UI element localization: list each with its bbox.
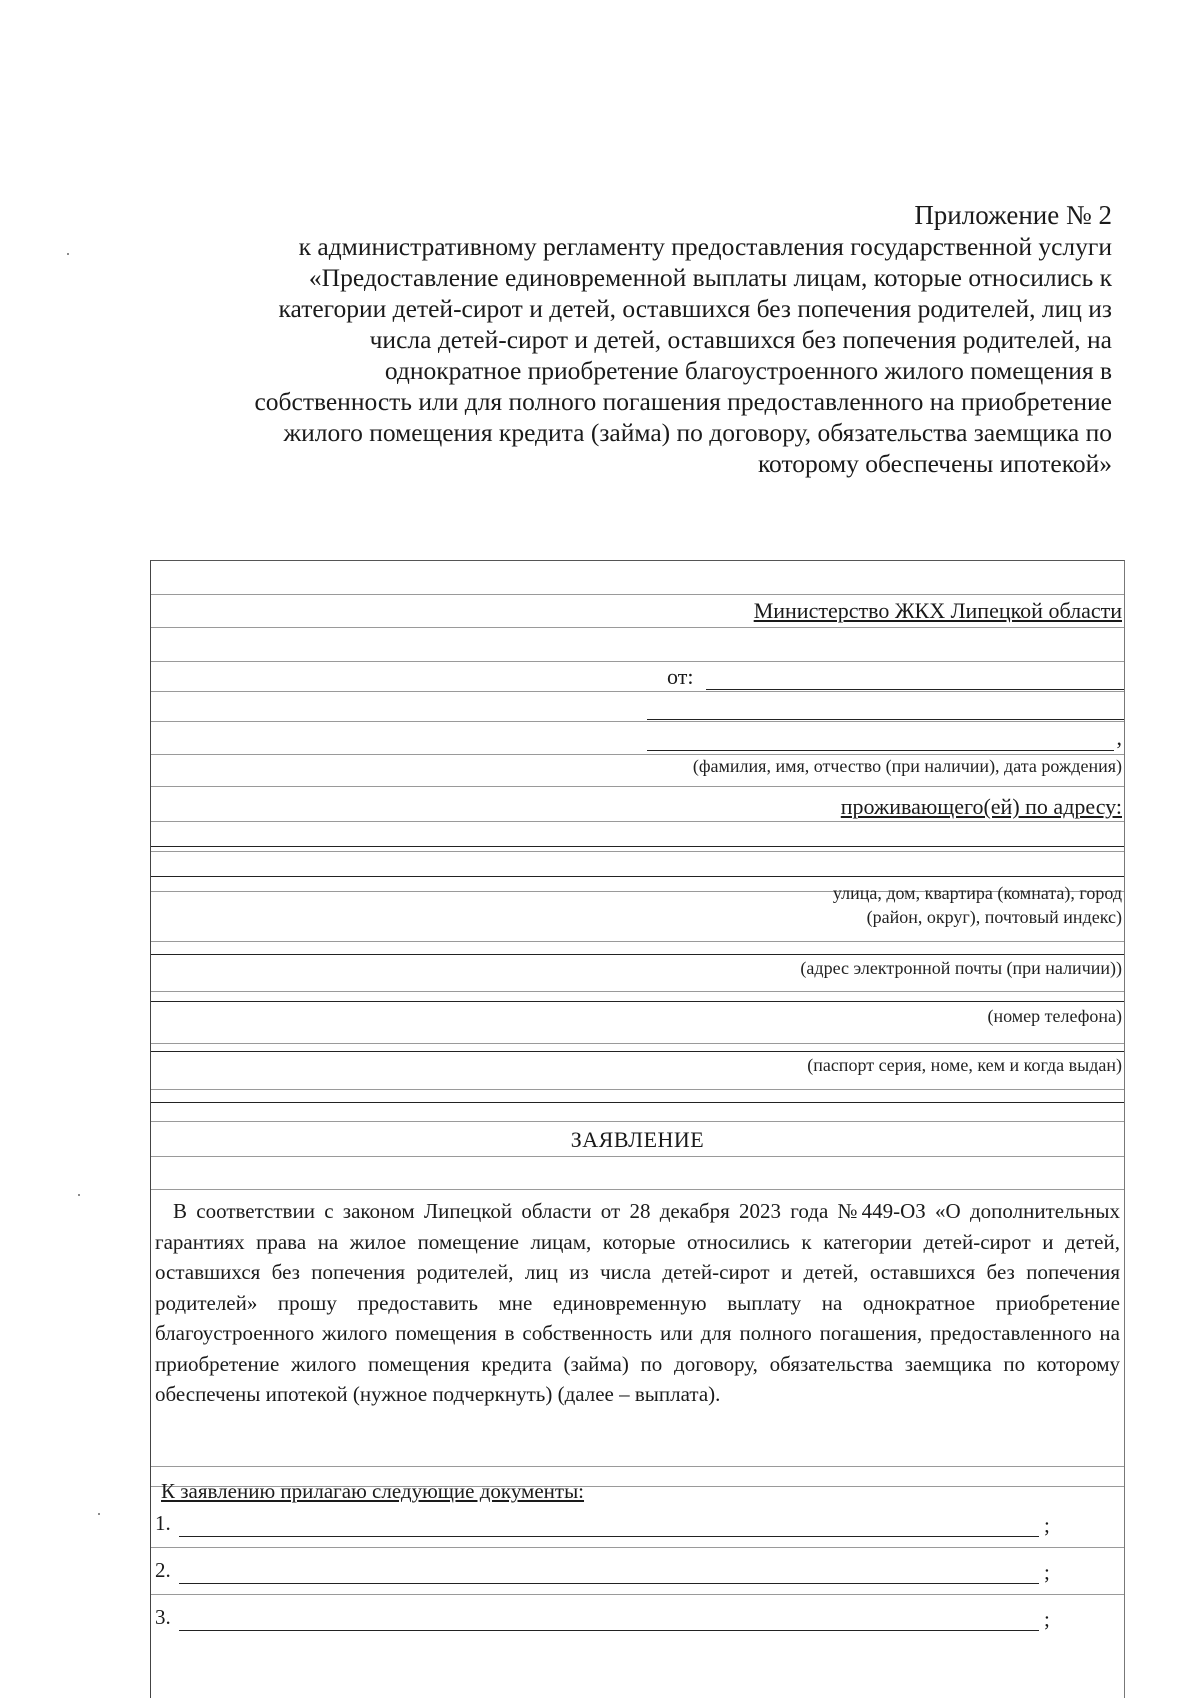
attachment-field-2[interactable] xyxy=(179,1583,1039,1584)
attachment-field-3[interactable] xyxy=(179,1630,1039,1631)
grid-line xyxy=(151,594,1124,595)
from-label: от: xyxy=(667,664,694,689)
grid-line xyxy=(151,991,1124,992)
attachment-number: 2. xyxy=(155,1558,171,1582)
grid-line xyxy=(151,786,1124,787)
header-line: жилого помещения кредита (займа) по договору, обязательства заемщика по xyxy=(283,418,1112,447)
scan-speck xyxy=(98,1513,100,1515)
grid-line xyxy=(151,1156,1124,1157)
statement-title: ЗАЯВЛЕНИЕ xyxy=(570,1127,705,1152)
grid-line xyxy=(151,941,1124,942)
grid-line xyxy=(151,821,1124,822)
comma: , xyxy=(1116,725,1122,750)
grid-line xyxy=(151,661,1124,662)
grid-line xyxy=(151,1594,1124,1595)
caption-address-2: (район, округ), почтовый индекс) xyxy=(866,907,1122,927)
attachment-end: ; xyxy=(1044,1560,1050,1584)
ministry-name: Министерство ЖКХ Липецкой области xyxy=(753,598,1122,623)
caption-name: (фамилия, имя, отчество (при наличии), дата рождения) xyxy=(692,756,1122,776)
grid-line xyxy=(151,1043,1124,1044)
caption-passport: (паспорт серия, номе, кем и когда выдан) xyxy=(807,1055,1122,1075)
grid-line xyxy=(151,754,1124,755)
grid-line xyxy=(151,721,1124,722)
header-line: к административному регламенту предоставления государственной услуги xyxy=(298,232,1112,261)
grid-line xyxy=(151,1547,1124,1548)
grid-line xyxy=(151,1121,1124,1122)
attachment-end: ; xyxy=(1044,1607,1050,1631)
email-field-line[interactable] xyxy=(151,954,1124,955)
passport-field-line-2[interactable] xyxy=(151,1102,1124,1103)
from-field-line-2[interactable] xyxy=(647,719,1124,720)
caption-email: (адрес электронной почты (при наличии)) xyxy=(800,958,1122,978)
caption-address-1: улица, дом, квартира (комната), город xyxy=(832,883,1122,903)
attachments-label: К заявлению прилагаю следующие документы: xyxy=(161,1479,585,1503)
attachment-field-1[interactable] xyxy=(179,1536,1039,1537)
scan-speck xyxy=(67,253,69,255)
header-line: «Предоставление единовременной выплаты лицам, которые относились к xyxy=(308,263,1112,292)
grid-line xyxy=(151,627,1124,628)
attachment-number: 1. xyxy=(155,1511,171,1535)
grid-line xyxy=(151,1189,1124,1190)
caption-phone: (номер телефона) xyxy=(987,1006,1122,1026)
header-line: которому обеспечены ипотекой» xyxy=(757,449,1112,478)
grid-line xyxy=(151,691,1124,692)
grid-line xyxy=(151,851,1124,852)
address-field-line[interactable] xyxy=(151,846,1124,847)
attachment-end: ; xyxy=(1044,1513,1050,1537)
phone-field-line[interactable] xyxy=(151,1001,1124,1002)
grid-line xyxy=(151,1089,1124,1090)
header-line: однократное приобретение благоустроенного жилого помещения в xyxy=(384,356,1112,385)
from-field-line[interactable] xyxy=(706,689,1124,690)
grid-line xyxy=(151,1466,1124,1467)
statement-body: В соответствии с законом Липецкой области от 28 декабря 2023 года №449-ОЗ «О дополнительных гарантиях права на жилое помещение лицам, которые относились к категории детей-сирот и детей, оставшихся без попечения родителей, лиц из числа детей-сирот и детей, оставшихся без попечения родителей» прошу предоставить мне единовременную выплату на однократное приобретение благоустроенного жилого помещения в собственность или для полного погашения, предоставленного на приобретение жилого помещения кредита (займа) по договору, обязательства заемщика по которому обеспечены ипотекой (нужное подчеркнуть) (далее – выплата). xyxy=(155,1199,1120,1406)
application-form xyxy=(150,560,1125,1698)
attachment-number: 3. xyxy=(155,1605,171,1629)
address-label: проживающего(ей) по адресу: xyxy=(840,794,1122,819)
passport-field-line[interactable] xyxy=(151,1051,1124,1052)
header-line: собственность или для полного погашения предоставленного на приобретение xyxy=(254,387,1112,416)
scan-speck xyxy=(78,1194,80,1196)
from-field-line-3[interactable] xyxy=(647,750,1114,751)
appendix-title: Приложение № 2 xyxy=(914,200,1112,230)
address-field-line-2[interactable] xyxy=(151,876,1124,877)
header-line: числа детей-сирот и детей, оставшихся без попечения родителей, на xyxy=(369,325,1112,354)
header-line: категории детей-сирот и детей, оставшихся без попечения родителей, лиц из xyxy=(278,294,1112,323)
appendix-header xyxy=(192,200,1112,479)
